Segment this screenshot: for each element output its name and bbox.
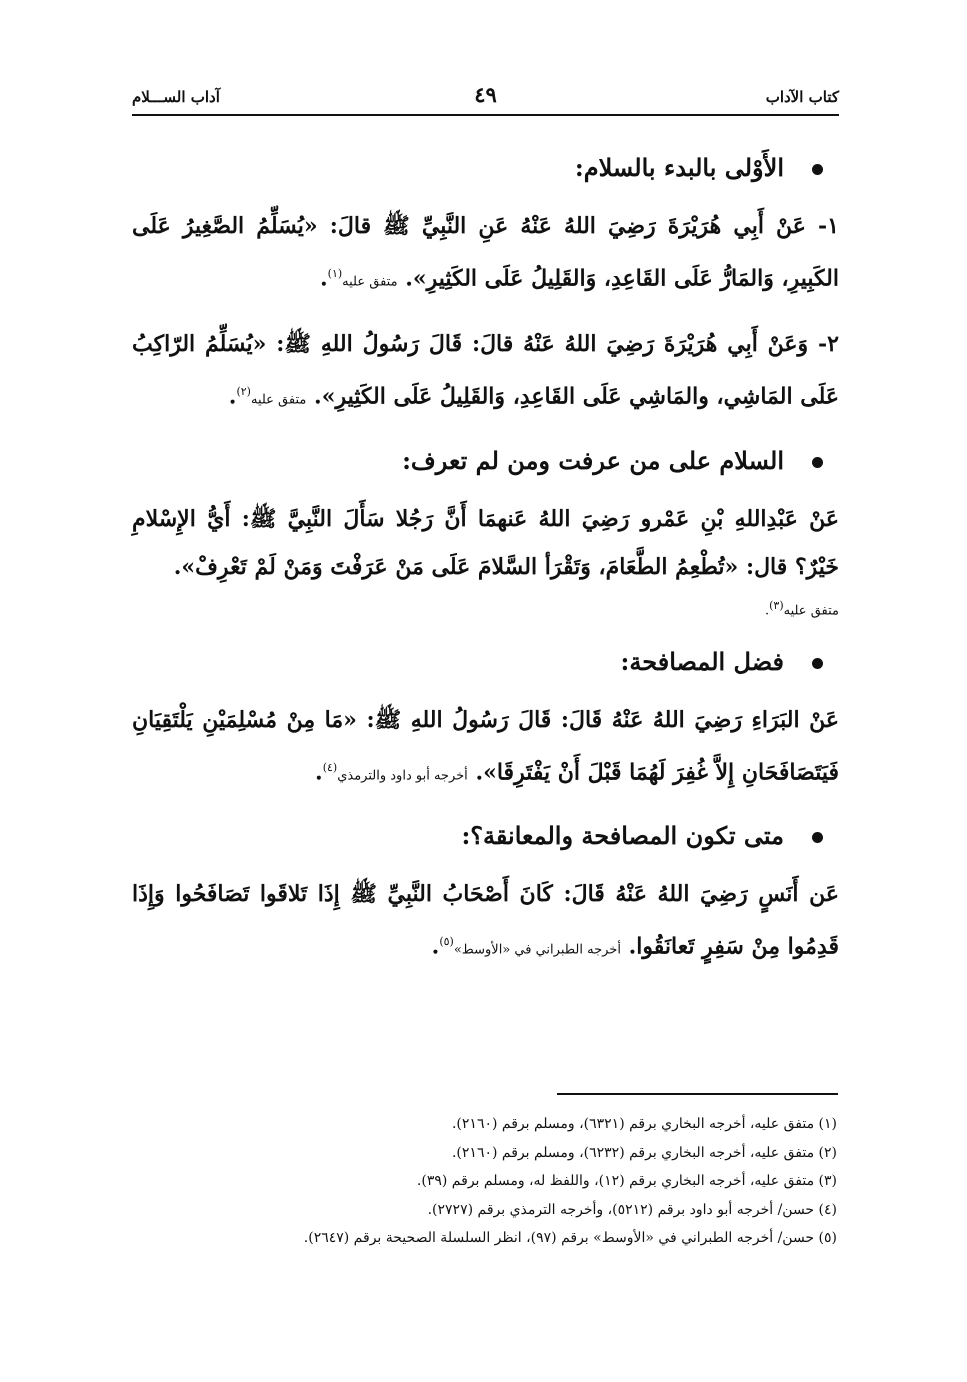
footnote-item: (٤) حسن/ أخرجه أبو داود برقم (٥٢١٢)، وأخرجه الترمذي برقم (٢٧٢٧). — [427, 1201, 837, 1218]
footnote-ref[interactable]: (٣) — [769, 598, 784, 612]
section-heading: السلام على من عرفت ومن لم تعرف: — [132, 439, 839, 483]
section-heading: الأَوْلى بالبدء بالسلام: — [132, 146, 839, 190]
footnote-divider — [557, 1093, 838, 1095]
bullet-icon — [812, 658, 823, 669]
section-initiating-greeting — [132, 146, 839, 425]
footnote-item: (٥) حسن/ أخرجه الطبراني في «الأوسط» برقم (٩٧)، انظر السلسلة الصحيحة برقم (٢٦٤٧). — [303, 1230, 837, 1246]
hadith-source: أخرجه أبو داود والترمذي — [337, 768, 468, 784]
hadith-source: متفق عليه — [250, 392, 307, 408]
hadith-paragraph: عَنْ البَرَاءِ رَضِيَ اللهُ عَنْهُ قَالَ: قَالَ رَسُولُ اللهِ ﷺ: «مَا مِنْ مُسْلِمَيْنِ يَلْتَقِيَانِ فَيَتَصَافَحَانِ إِلاَّ غُفِرَ لَهُمَا قَبْلَ أَنْ يَفْتَرِقَا». أخرجه أبو داود والترمذي$^{(٤)}$. — [132, 706, 839, 786]
hadith-paragraph: عَن أَنَسٍ رَضِيَ اللهُ عَنْهُ قَالَ: كَانَ أَصْحَابُ النَّبِيِّ ﷺ إِذَا تَلاقَوا تَصَافَحُوا وَإِذَا قَدِمُوا مِنْ سَفِرٍ تَعانَقُوا. أخرجه الطبراني في «الأوسط»$^{(٥)}$. — [132, 881, 839, 960]
main-content — [132, 146, 839, 989]
book-title: كتاب الآداب — [765, 88, 839, 106]
bullet-icon — [812, 164, 823, 175]
footnote-item: (٢) متفق عليه، أخرجه البخاري برقم (٦٢٣٢)، ومسلم برقم (٢١٦٠). — [451, 1144, 837, 1161]
bullet-icon — [812, 832, 823, 843]
hadith-source: متفق عليه — [783, 602, 839, 618]
hadith-source: أخرجه الطبراني في «الأوسط» — [453, 942, 621, 958]
footnote-item: (١) متفق عليه، أخرجه البخاري برقم (٦٣٢١)، ومسلم برقم (٢١٦٠). — [451, 1116, 837, 1132]
section-heading: فضل المصافحة: — [132, 640, 839, 684]
footnote-ref[interactable]: (١) — [327, 267, 343, 280]
hadith-paragraph: ١- عَنْ أَبِي هُرَيْرَةَ رَضِيَ اللهُ عَنْهُ عَنِ النَّبِيِّ ﷺ قالَ: «يُسَلِّمُ الصَّغِيرُ عَلَى الكَبِيرِ، وَالمَارُّ عَلَى القَاعِدِ، وَالقَلِيلُ عَلَى الكَثِيرِ». متفق عليه$^{(١)}$. — [132, 213, 839, 292]
hadith-source: متفق عليه — [342, 274, 398, 290]
running-header — [132, 82, 839, 116]
footnote-ref[interactable]: (٥) — [439, 935, 454, 949]
footnote-ref[interactable]: (٤) — [322, 760, 338, 774]
footnote-item: (٣) متفق عليه، أخرجه البخاري برقم (١٢)، واللفظ له، ومسلم برقم (٣٩). — [416, 1173, 837, 1189]
footnotes — [137, 1110, 837, 1253]
section-handshake-embrace-timing — [132, 814, 839, 974]
section-greeting-known-unknown — [132, 439, 839, 626]
section-heading: متى تكون المصافحة والمعانقة؟: — [132, 814, 839, 858]
section-handshake-virtue — [132, 640, 839, 800]
page-number: ٤٩ — [474, 82, 497, 107]
chapter-title: آداب الســـلام — [132, 88, 220, 106]
hadith-paragraph: عَنْ عَبْدِاللهِ بْنِ عَمْرو رَضِيَ اللهُ عَنهمَا أَنَّ رَجُلا سَأَلَ النَّبِيَّ ﷺ: أَيُّ الإِسْلامِ خَيْرٌ؟ قال: «تُطْعِمُ الطَّعَامَ، وَتَقْرَأ السَّلامَ عَلَى مَنْ عَرَفْتَ وَمَنْ لَمْ تَعْرِفْ». متفق عليه$^{(٣)}$. — [132, 505, 839, 618]
hadith-paragraph: ٢- وَعَنْ أَبِي هُرَيْرَةَ رَضِيَ اللهُ عَنْهُ قالَ: قَالَ رَسُولُ اللهِ ﷺ: «يُسَلِّمُ الرّاكِبُ عَلَى المَاشِي، والمَاشِي عَلَى القَاعِدِ، وَالقَلِيلُ عَلَى الكَثِيرِ». متفق عليه$^{(٢)}$. — [132, 331, 839, 410]
footnote-ref[interactable]: (٢) — [236, 385, 251, 399]
bullet-icon — [812, 457, 823, 468]
